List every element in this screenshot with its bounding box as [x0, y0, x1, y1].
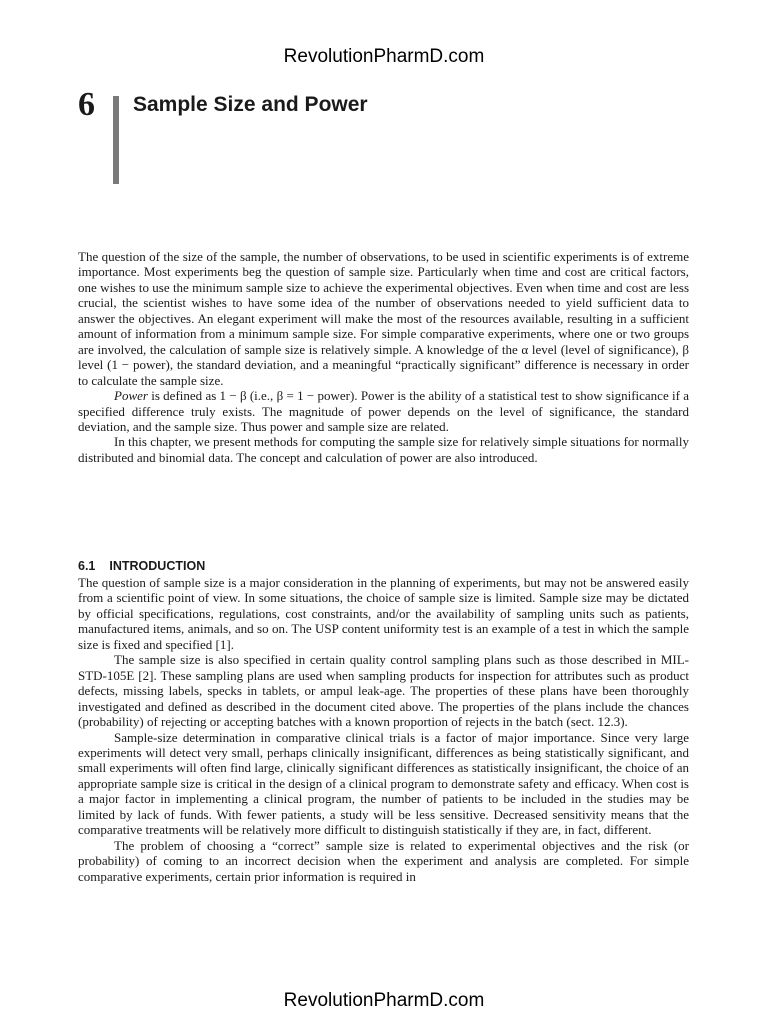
intro-paragraph-1: The question of the size of the sample, the number of observations, to be used in scientific experiments is of extreme importance. Most experiments beg the question of sample size. Particularly when time and cost are critical factors, one wishes to use the minimum sample size to achieve the experimental objectives. Even when time and cost are less crucial, the scientist wishes to have some idea of the number of observations needed to yield sufficient data to answer the objectives. An elegant experiment will make the most of the resources available, resulting in a sufficient amount of information from a minimum sample size. For simple comparative experiments, where one or two groups are involved, the calculation of sample size is relatively simple. A knowledge of the α level (level of significance), β level (1 − power), the standard deviation, and a meaningful “practically significant” difference is necessary in order to calculate the sample size. [78, 249, 689, 388]
section-text [78, 575, 689, 884]
power-definition: is defined as 1 − β (i.e., β = 1 − power). Power is the ability of a statistical test to show significance if a specified difference truly exists. The magnitude of power depends on the level of significance, the standard deviation, and the sample size. Thus power and sample size are related. [78, 388, 689, 434]
intro-paragraph-3: In this chapter, we present methods for computing the sample size for relatively simple situations for normally distributed and binomial data. The concept and calculation of power are also introduced. [78, 434, 689, 465]
watermark-top: RevolutionPharmD.com [283, 46, 485, 67]
chapter-title: Sample Size and Power [133, 93, 368, 116]
section-paragraph-2: The sample size is also specified in certain quality control sampling plans such as those described in MIL-STD-105E [2]. These sampling plans are used when sampling products for inspection for attributes such as product defects, missing labels, specks in tablets, or ampul leak-age. The properties of these plans have been thoroughly investigated and defined as described in the document cited above. The properties of the plans include the chances (probability) of rejecting or accepting batches with a known proportion of rejects in the batch (sect. 12.3). [78, 652, 689, 730]
chapter-number: 6 [78, 86, 95, 123]
section-title: INTRODUCTION [109, 559, 206, 573]
intro-paragraph-2 [78, 388, 689, 434]
section-paragraph-4: The problem of choosing a “correct” sample size is related to experimental objectives and the risk (or probability) of coming to an incorrect decision when the experiment and analysis are completed. For simple comparative experiments, certain prior information is required in [78, 837, 689, 884]
section-paragraph-1: The question of sample size is a major consideration in the planning of experiments, but may not be answered easily from a scientific point of view. In some situations, the choice of sample size is limited. Sample size may be dictated by official specifications, regulations, cost constraints, and/or the availability of sampling units such as patients, manufactured items, animals, and so on. The USP content uniformity test is an example of a test in which the sample size is fixed and specified [1]. [78, 575, 689, 652]
section-paragraph-3: Sample-size determination in comparative clinical trials is a factor of major importance. Since very large experiments will detect very small, perhaps clinically insignificant, differences as being statistically significant, and small experiments will often find large, clinically significant differences as statistically insignificant, the choice of an appropriate sample size is critical in the design of a clinical program to demonstrate safety and efficacy. When cost is a major factor in implementing a clinical program, the number of patients to be included in the studies may be limited by lack of funds. With fewer patients, a study will be less sensitive. Decreased sensitivity means that the comparative treatments will be relatively more difficult to distinguish statistically if they are, in fact, different. [78, 729, 689, 838]
section-heading [78, 559, 205, 573]
power-term: Power [114, 388, 148, 404]
watermark-bottom: RevolutionPharmD.com [283, 990, 485, 1011]
intro-text [78, 249, 689, 465]
section-number: 6.1 [78, 559, 96, 573]
chapter-divider-bar [113, 96, 119, 184]
